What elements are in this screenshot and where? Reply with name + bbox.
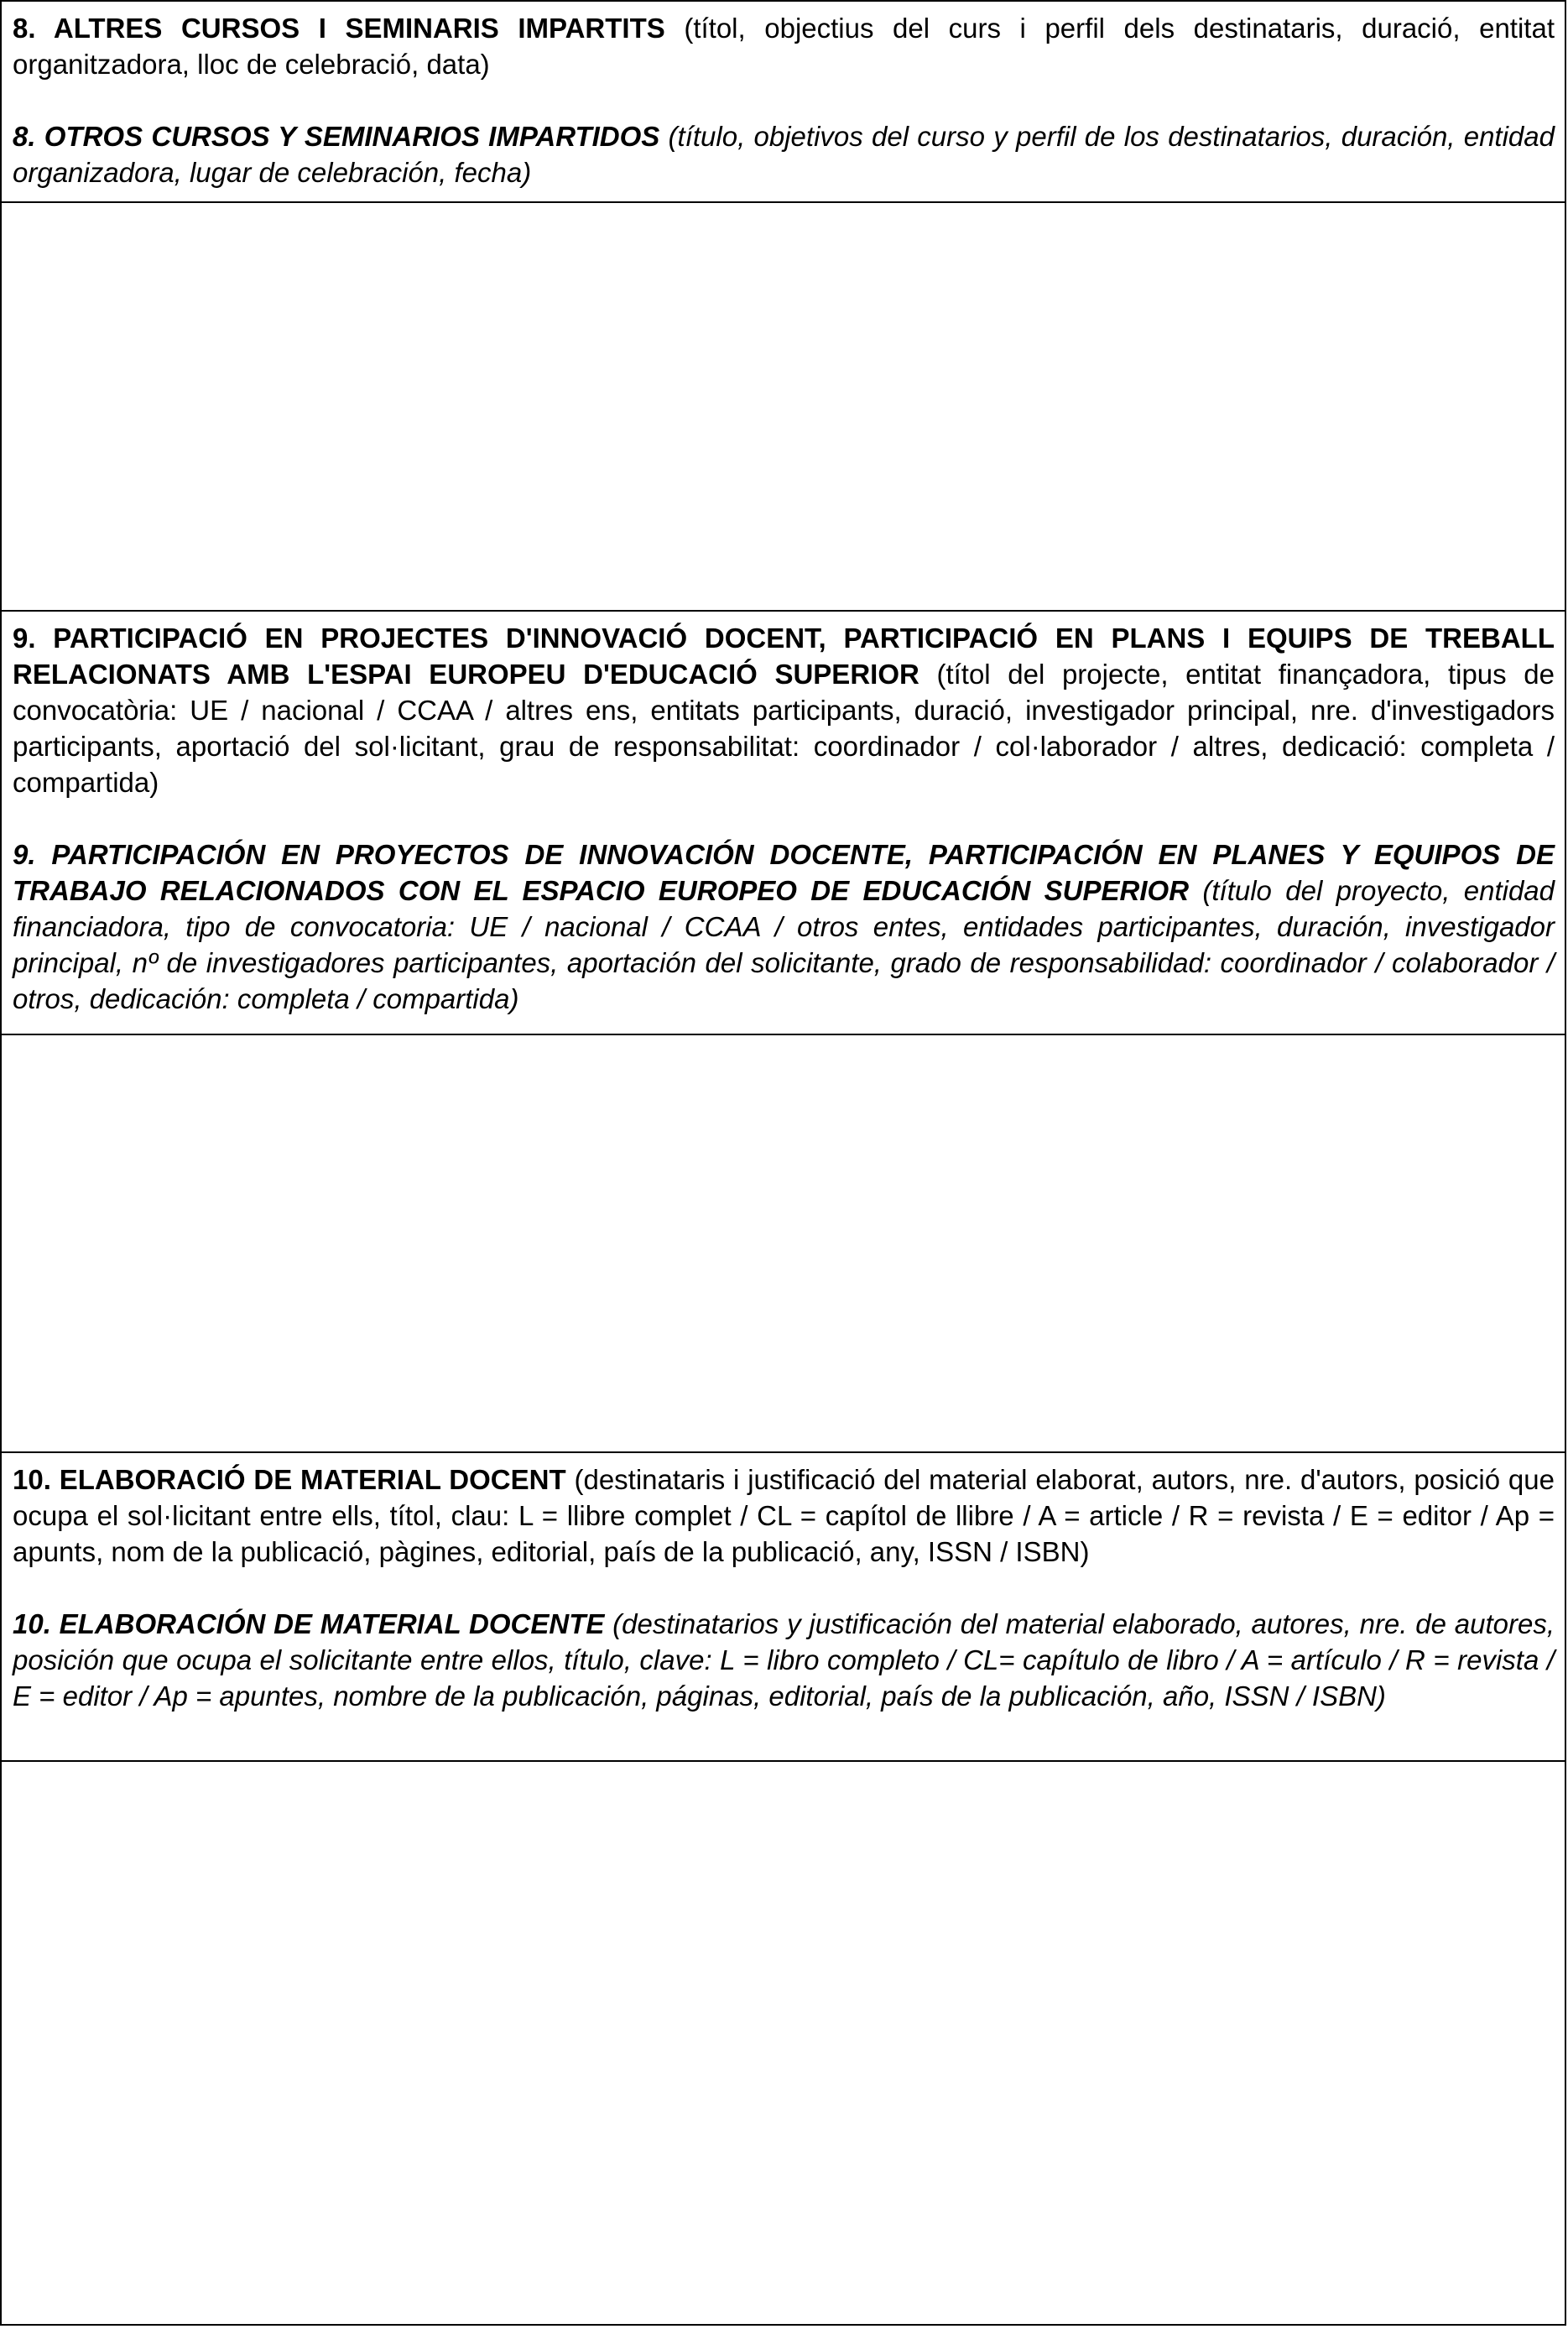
section-9-spanish bbox=[13, 836, 1555, 1017]
section-8-catalan bbox=[13, 10, 1555, 82]
section-8-title-ca: 8. ALTRES CURSOS I SEMINARIS IMPARTITS bbox=[13, 13, 665, 44]
section-8-title-es: 8. OTROS CURSOS Y SEMINARIOS IMPARTIDOS bbox=[13, 121, 660, 152]
section-9-desc-ca: (títol del projecte, entitat finançadora, tipus de convocatòria: UE / nacional / CCAA / altres ens, entitats participants, duració, investigador principal, nre. d'investigadors participants, aportació del sol·licitant, grau de responsabilitat: coordinador / col·laborador / altres, dedicació: completa / compartida) bbox=[13, 659, 1555, 798]
section-10-desc-ca: (destinataris i justificació del material elaborat, autors, nre. d'autors, posició que ocupa el sol·licitant entre ells, títol, clau: L = llibre complet / CL = capítol de llibre / A = article / R = revista / E = editor / Ap = apunts, nom de la publicació, pàgines, editorial, país de la publicació, any, ISSN / ISBN) bbox=[13, 1464, 1555, 1567]
section-9-catalan bbox=[13, 620, 1555, 800]
section-8-answer-field[interactable] bbox=[2, 201, 1565, 610]
section-9-title-ca: 9. PARTICIPACIÓ EN PROJECTES D'INNOVACIÓ DOCENT, PARTICIPACIÓ EN PLANS I EQUIPS DE TREBALL RELACIONATS AMB L'ESPAI EUROPEU D'EDUCACIÓ SUPERIOR bbox=[13, 623, 1555, 690]
section-8-desc-ca: (títol, objectius del curs i perfil dels destinataris, duració, entitat organitzadora, lloc de celebració, data) bbox=[13, 13, 1555, 80]
section-10-desc-es: (destinatarios y justificación del material elaborado, autores, nre. de autores, posición que ocupa el solicitante entre ellos, título, clave: L = libro completo / CL= capítulo de libro / A = artículo / R = revista / E = editor / Ap = apuntes, nombre de la publicación, páginas, editorial, país de la publicación, año, ISSN / ISBN) bbox=[13, 1608, 1555, 1712]
section-10-catalan bbox=[13, 1461, 1555, 1570]
section-9-answer-field[interactable] bbox=[2, 1034, 1565, 1451]
section-8-header bbox=[2, 2, 1565, 201]
section-10-title-es: 10. ELABORACIÓN DE MATERIAL DOCENTE bbox=[13, 1608, 605, 1639]
section-9-header bbox=[2, 610, 1565, 1034]
section-9-desc-es: (título del proyecto, entidad financiadora, tipo de convocatoria: UE / nacional / CCAA / otros entes, entidades participantes, duración, investigador principal, nº de investigadores participantes, aportación del solicitante, grado de responsabilidad: coordinador / colaborador / otros, dedicación: completa / compartida) bbox=[13, 875, 1555, 1014]
section-10-spanish bbox=[13, 1606, 1555, 1714]
section-10-title-ca: 10. ELABORACIÓ DE MATERIAL DOCENT bbox=[13, 1464, 566, 1495]
section-9-title-es: 9. PARTICIPACIÓN EN PROYECTOS DE INNOVACIÓN DOCENTE, PARTICIPACIÓN EN PLANES Y EQUIPOS DE TRABAJO RELACIONADOS CON EL ESPACIO EUROPEO DE EDUCACIÓN SUPERIOR bbox=[13, 839, 1555, 906]
section-10-header bbox=[2, 1451, 1565, 1760]
section-10-answer-field[interactable] bbox=[2, 1760, 1565, 2324]
section-8-desc-es: (título, objetivos del curso y perfil de los destinatarios, duración, entidad organizadora, lugar de celebración, fecha) bbox=[13, 121, 1555, 188]
section-8-spanish bbox=[13, 118, 1555, 190]
